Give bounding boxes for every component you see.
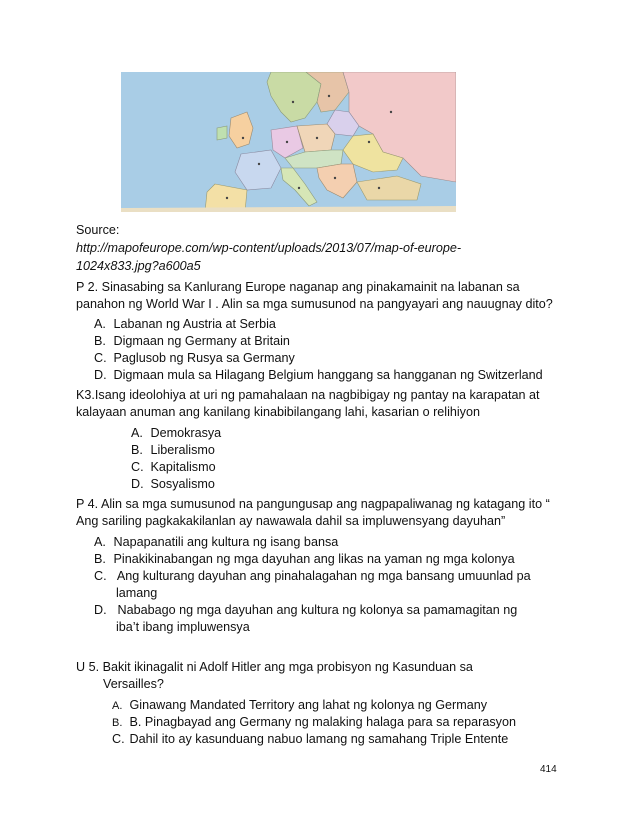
q2-option-d: D. Digmaan mula sa Hilagang Belgium hanggang sa hangganan ng Switzerland bbox=[94, 368, 543, 382]
source-url-line1: http://mapofeurope.com/wp-content/uploads/2013/07/map-of-europe- bbox=[76, 241, 462, 255]
question-4-line1: P 4. Alin sa mga sumusunod na pangungusap ang nagpapaliwanag ng katagang ito “ bbox=[76, 497, 550, 511]
page-number: 414 bbox=[540, 764, 557, 775]
q4-option-c-continuation: lamang bbox=[116, 586, 158, 600]
q3-option-b: B. Liberalismo bbox=[131, 443, 215, 457]
question-5-line1: U 5. Bakit ikinagalit ni Adolf Hitler ang mga probisyon ng Kasunduan sa bbox=[76, 660, 473, 674]
question-3-line1: K3.Isang ideolohiya at uri ng pamahalaan na nagbibigay ng pantay na karapatan at bbox=[76, 388, 540, 402]
q5-option-c: C. Dahil ito ay kasunduang nabuo lamang ng samahang Triple Entente bbox=[112, 732, 509, 746]
question-3-line2: kalayaan anuman ang kanilang kinabibilangang lahi, kasarian o relihiyon bbox=[76, 405, 480, 419]
q3-option-a: A. Demokrasya bbox=[131, 426, 222, 440]
source-url-line2: 1024x833.jpg?a600a5 bbox=[76, 259, 201, 273]
q2-option-a: A. Labanan ng Austria at Serbia bbox=[94, 317, 276, 331]
question-5-line2: Versailles? bbox=[103, 677, 164, 691]
question-2-line1: P 2. Sinasabing sa Kanlurang Europe naganap ang pinakamainit na labanan sa bbox=[76, 280, 520, 294]
question-4-line2: Ang sariling pagkakakilanlan ay nawawala dahil sa impluwensyang dayuhan” bbox=[76, 514, 506, 528]
question-2-line2: panahon ng World War I . Alin sa mga sumusunod na pangyayari ang nauugnay dito? bbox=[76, 297, 553, 311]
q3-option-c: C. Kapitalismo bbox=[131, 460, 216, 474]
europe-map-drawing bbox=[121, 72, 456, 212]
europe-map-image bbox=[121, 72, 456, 212]
q2-option-c: C. Paglusob ng Rusya sa Germany bbox=[94, 351, 295, 365]
q4-option-d: D. Nababago ng mga dayuhan ang kultura ng kolonya sa pamamagitan ng bbox=[94, 603, 518, 617]
q4-option-b: B. Pinakikinabangan ng mga dayuhan ang likas na yaman ng mga kolonya bbox=[94, 552, 515, 566]
q4-option-c: C. Ang kulturang dayuhan ang pinahalagahan ng mga bansang umuunlad pa bbox=[94, 569, 531, 583]
q4-option-a: A. Napapanatili ang kultura ng isang bansa bbox=[94, 535, 339, 549]
q5-option-b: B. B. Pinagbayad ang Germany ng malaking halaga para sa reparasyon bbox=[112, 715, 516, 729]
q2-option-b: B. Digmaan ng Germany at Britain bbox=[94, 334, 290, 348]
q5-option-a: A. Ginawang Mandated Territory ang lahat ng kolonya ng Germany bbox=[112, 698, 488, 712]
source-label: Source: bbox=[76, 223, 120, 237]
q4-option-d-continuation: iba’t ibang impluwensya bbox=[116, 620, 250, 634]
q3-option-d: D. Sosyalismo bbox=[131, 477, 215, 491]
